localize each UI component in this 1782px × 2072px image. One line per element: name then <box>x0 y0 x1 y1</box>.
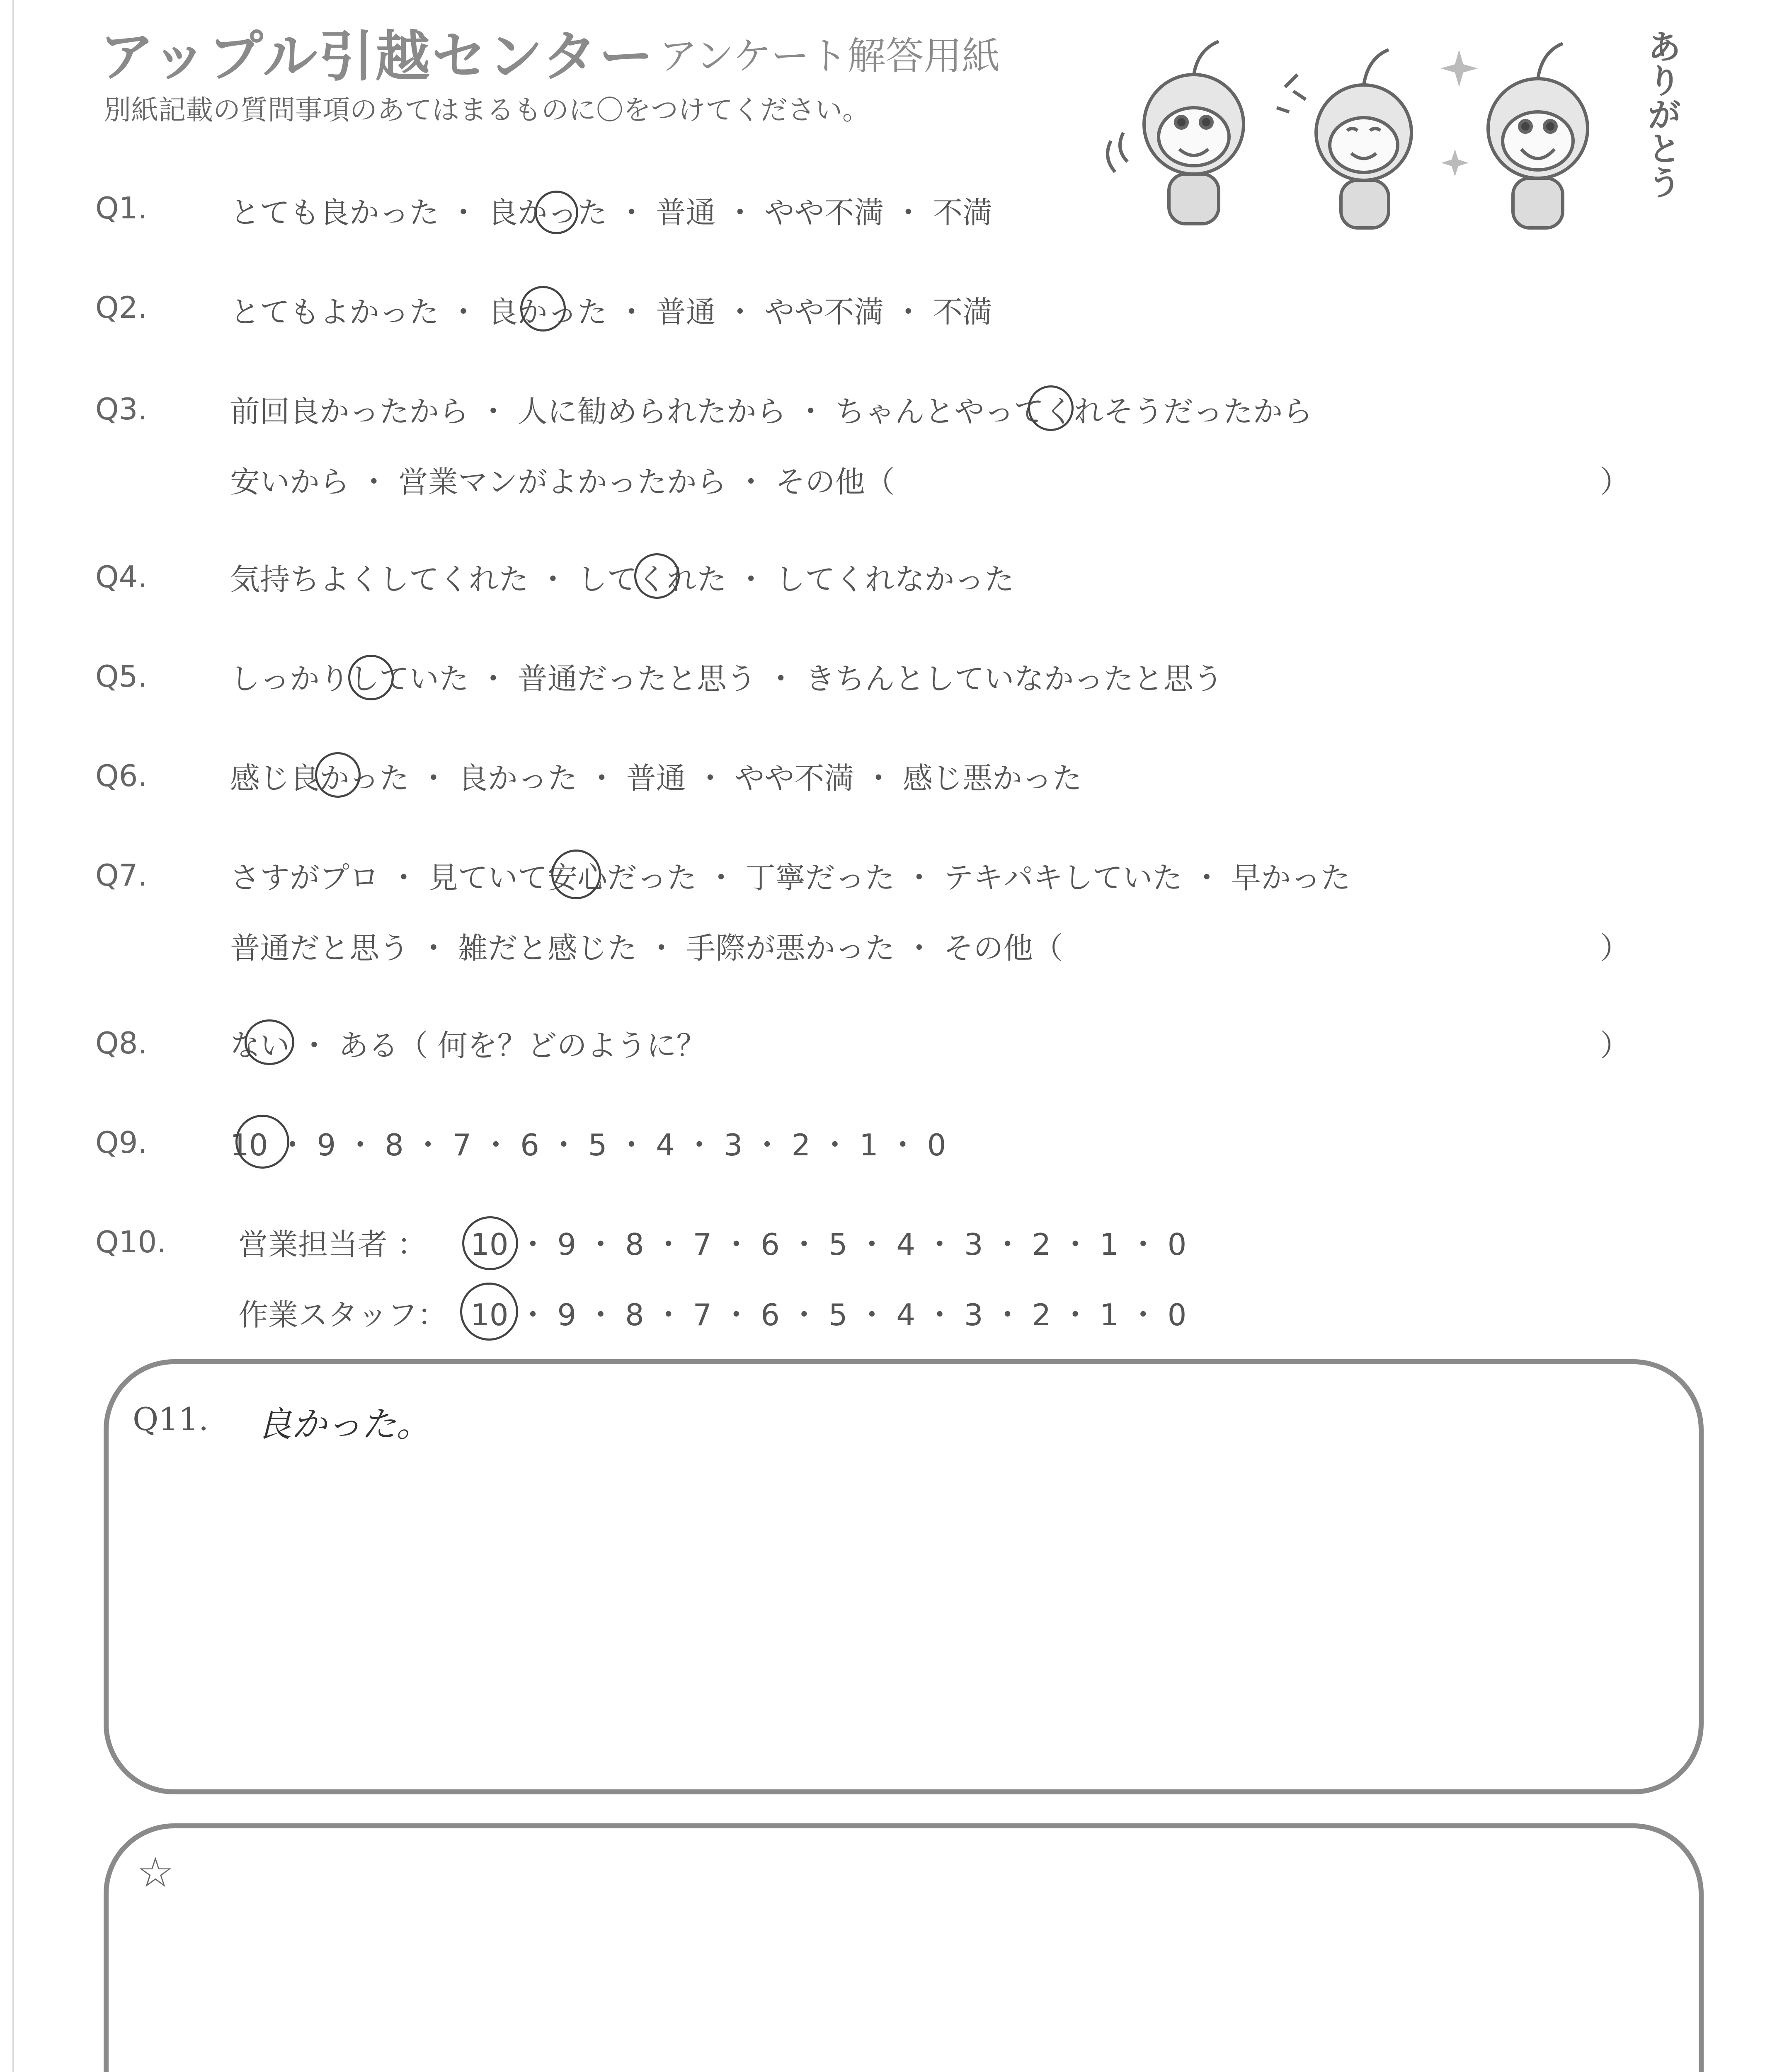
q7-close-paren: ） <box>1600 931 1630 966</box>
q8-answer-circle <box>245 1019 294 1065</box>
q10-sales-options[interactable]: 10 ・ 9 ・ 8 ・ 7 ・ 6 ・ 5 ・ 4 ・ 3 ・ 2 ・ 1 ・ 0 <box>470 1227 1187 1262</box>
q1-answer-circle <box>535 191 578 234</box>
company-title: アップル引越センター <box>99 25 655 89</box>
q2-options[interactable]: とてもよかった ・ 良かった ・ 普通 ・ やや不満 ・ 不満 <box>230 295 993 329</box>
star-icon: ☆ <box>137 1848 174 1897</box>
q8-close-paren: ） <box>1600 1028 1630 1063</box>
q3-options-line1[interactable]: 前回良かったから ・ 人に勧められたから ・ ちゃんとやってくれそうだったから <box>230 394 1313 429</box>
instruction-text: 別紙記載の質問事項のあてはまるものに〇をつけてください。 <box>104 94 870 126</box>
q7-label: Q7. <box>95 858 148 893</box>
sparkle-icon <box>1440 50 1478 177</box>
q3-label: Q3. <box>95 392 148 426</box>
monkey-1-icon <box>1108 41 1244 224</box>
form-subtitle: アンケート解答用紙 <box>659 34 1000 78</box>
q4-label: Q4. <box>95 559 148 594</box>
q10-label: Q10. <box>95 1225 167 1259</box>
q11-label: Q11. <box>133 1401 209 1438</box>
q7-options-line1[interactable]: さすがプロ ・ 見ていて安心だった ・ 丁寧だった ・ テキパキしていた ・ 早かった <box>230 860 1351 895</box>
q7-answer-circle <box>551 850 601 899</box>
q6-answer-circle <box>315 752 361 798</box>
q7-options-line2[interactable]: 普通だと思う ・ 雑だと感じた ・ 手際が悪かった ・ その他（ <box>230 931 1063 966</box>
star-comment-box[interactable] <box>104 1823 1704 2072</box>
q8-options[interactable]: ない ・ ある（ 何を？どのように？ <box>230 1028 706 1063</box>
monkey-mascots-illustration <box>1098 12 1687 244</box>
q5-options[interactable]: しっかりしていた ・ 普通だったと思う ・ きちんとしていなかったと思う <box>230 661 1223 696</box>
q2-label: Q2. <box>95 290 148 325</box>
q1-label: Q1. <box>95 191 148 225</box>
q10-staff-options[interactable]: 10 ・ 9 ・ 8 ・ 7 ・ 6 ・ 5 ・ 4 ・ 3 ・ 2 ・ 1 ・ 0 <box>470 1297 1187 1332</box>
q1-options[interactable]: とても良かった ・ 良かった ・ 普通 ・ やや不満 ・ 不満 <box>230 195 993 230</box>
q5-label: Q5. <box>95 659 148 694</box>
q11-handwritten-answer: 良かった。 <box>257 1404 432 1445</box>
monkey-3-icon <box>1488 44 1588 228</box>
q10-sales-label: 営業担当者 ： <box>238 1227 427 1262</box>
monkey-2-icon <box>1277 50 1411 228</box>
q4-answer-circle <box>634 553 680 599</box>
q9-label: Q9. <box>95 1125 148 1160</box>
scan-edge <box>12 0 14 2072</box>
q3-answer-circle <box>1028 385 1074 431</box>
q6-label: Q6. <box>95 758 148 793</box>
q10-staff-label: 作業スタッフ： <box>238 1297 448 1332</box>
q3-close-paren: ） <box>1600 465 1630 499</box>
q9-options[interactable]: 10 ・ 9 ・ 8 ・ 7 ・ 6 ・ 5 ・ 4 ・ 3 ・ 2 ・ 1 ・ 0 <box>230 1128 946 1162</box>
thank-you-caption: ありがとう <box>1642 29 1681 199</box>
q3-options-line2[interactable]: 安いから ・ 営業マンがよかったから ・ その他（ <box>230 465 895 499</box>
q9-answer-circle <box>235 1115 289 1169</box>
q10-sales-answer-circle <box>462 1216 518 1270</box>
q6-options[interactable]: 感じ良かった ・ 良かった ・ 普通 ・ やや不満 ・ 感じ悪かった <box>230 761 1082 796</box>
q2-answer-circle <box>520 286 566 332</box>
q8-label: Q8. <box>95 1026 148 1060</box>
q10-staff-answer-circle <box>460 1283 518 1341</box>
q4-options[interactable]: 気持ちよくしてくれた ・ してくれた ・ してくれなかった <box>230 562 1014 597</box>
q5-answer-circle <box>348 655 394 700</box>
